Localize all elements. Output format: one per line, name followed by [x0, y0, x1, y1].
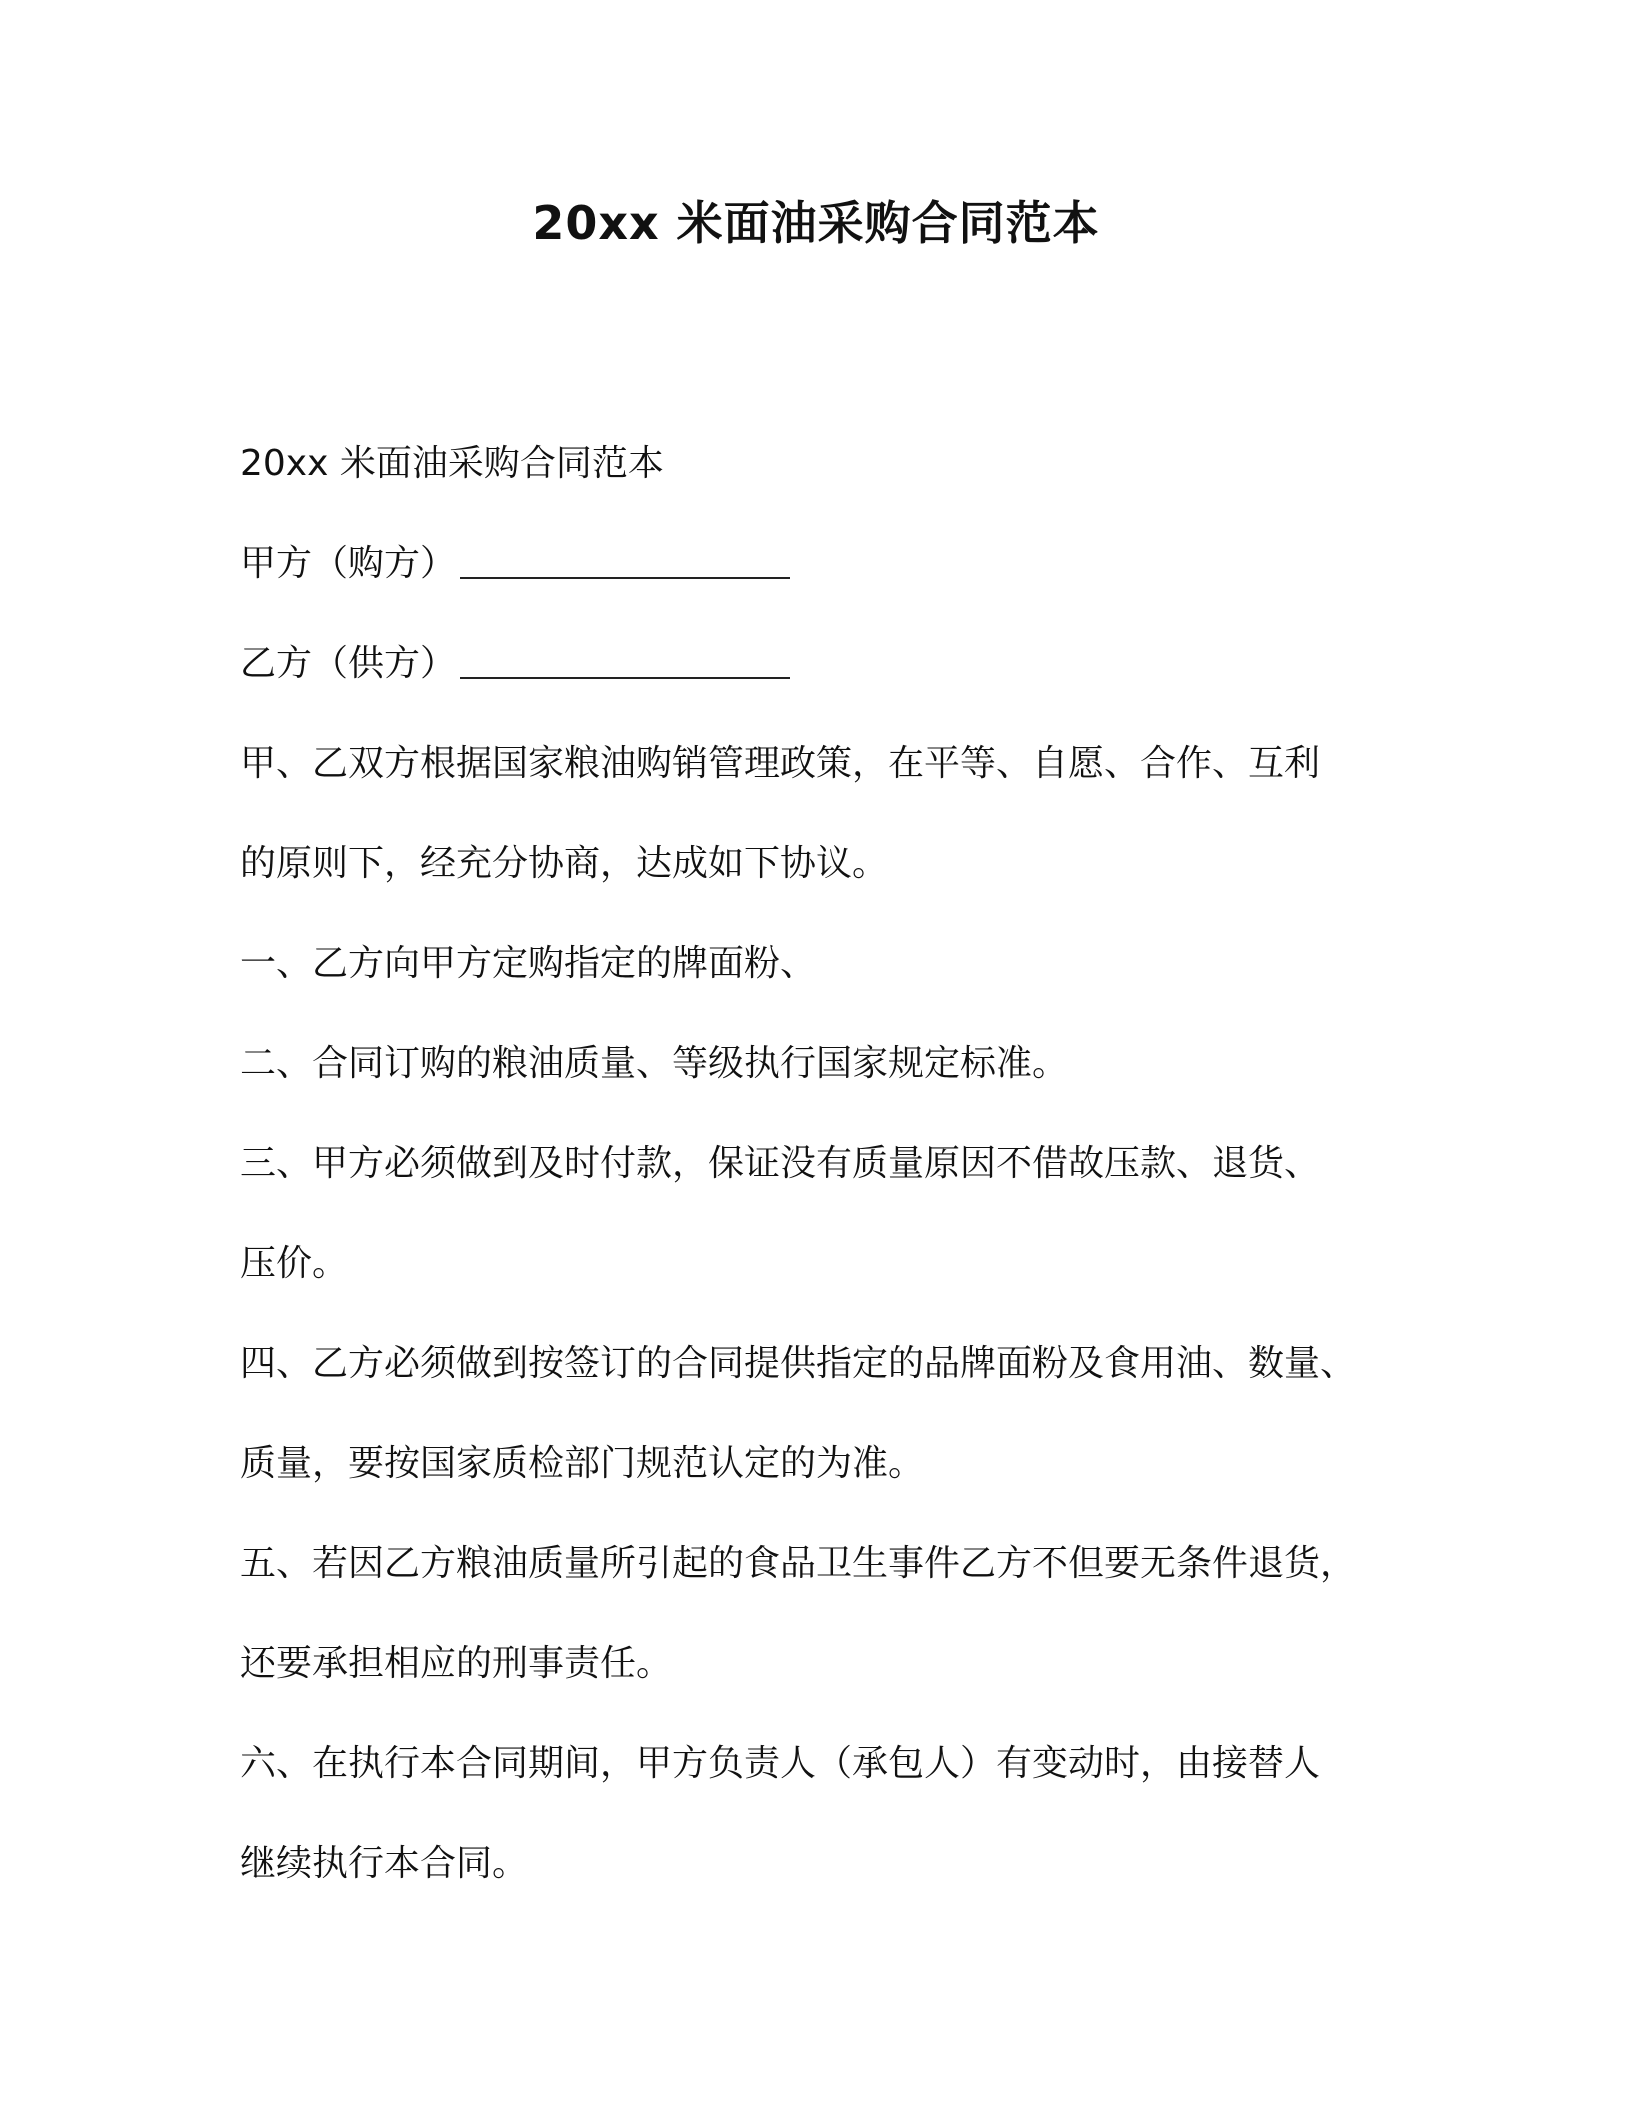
clause-5-line-1: 五、若因乙方粮油质量所引起的食品卫生事件乙方不但要无条件退货， — [240, 1543, 1357, 1584]
intro-line-1: 甲、乙双方根据国家粮油购销管理政策，在平等、自愿、合作、互利 — [240, 743, 1321, 784]
clause-1: 一、乙方向甲方定购指定的牌面粉、 — [240, 943, 817, 984]
clause-2: 二、合同订购的粮油质量、等级执行国家规定标准。 — [240, 1043, 1069, 1084]
clause-6-line-1: 六、在执行本合同期间，甲方负责人（承包人）有变动时，由接替人 — [240, 1743, 1321, 1784]
party-a-line — [240, 514, 1400, 614]
clause-6-line-2: 继续执行本合同。 — [240, 1843, 529, 1884]
clause-3-line-1: 三、甲方必须做到及时付款，保证没有质量原因不借故压款、退货、 — [240, 1143, 1321, 1184]
party-b-line — [240, 614, 1400, 714]
document-title: 20xx 米面油采购合同范本 — [532, 196, 1100, 250]
party-b-label: 乙方（供方） — [240, 643, 457, 684]
document-body — [240, 414, 1400, 1914]
intro-line-2: 的原则下，经充分协商，达成如下协议。 — [240, 843, 889, 884]
party-b-blank — [460, 643, 790, 679]
clause-5-line-2: 还要承担相应的刑事责任。 — [240, 1643, 673, 1684]
party-a-label: 甲方（购方） — [240, 543, 457, 584]
clause-4-line-2: 质量，要按国家质检部门规范认定的为准。 — [240, 1443, 925, 1484]
clause-4-line-1: 四、乙方必须做到按签订的合同提供指定的品牌面粉及食用油、数量、 — [240, 1343, 1357, 1384]
document-subtitle: 20xx 米面油采购合同范本 — [240, 443, 664, 484]
party-a-blank — [460, 543, 790, 579]
clause-3-line-2: 压价。 — [240, 1243, 349, 1284]
